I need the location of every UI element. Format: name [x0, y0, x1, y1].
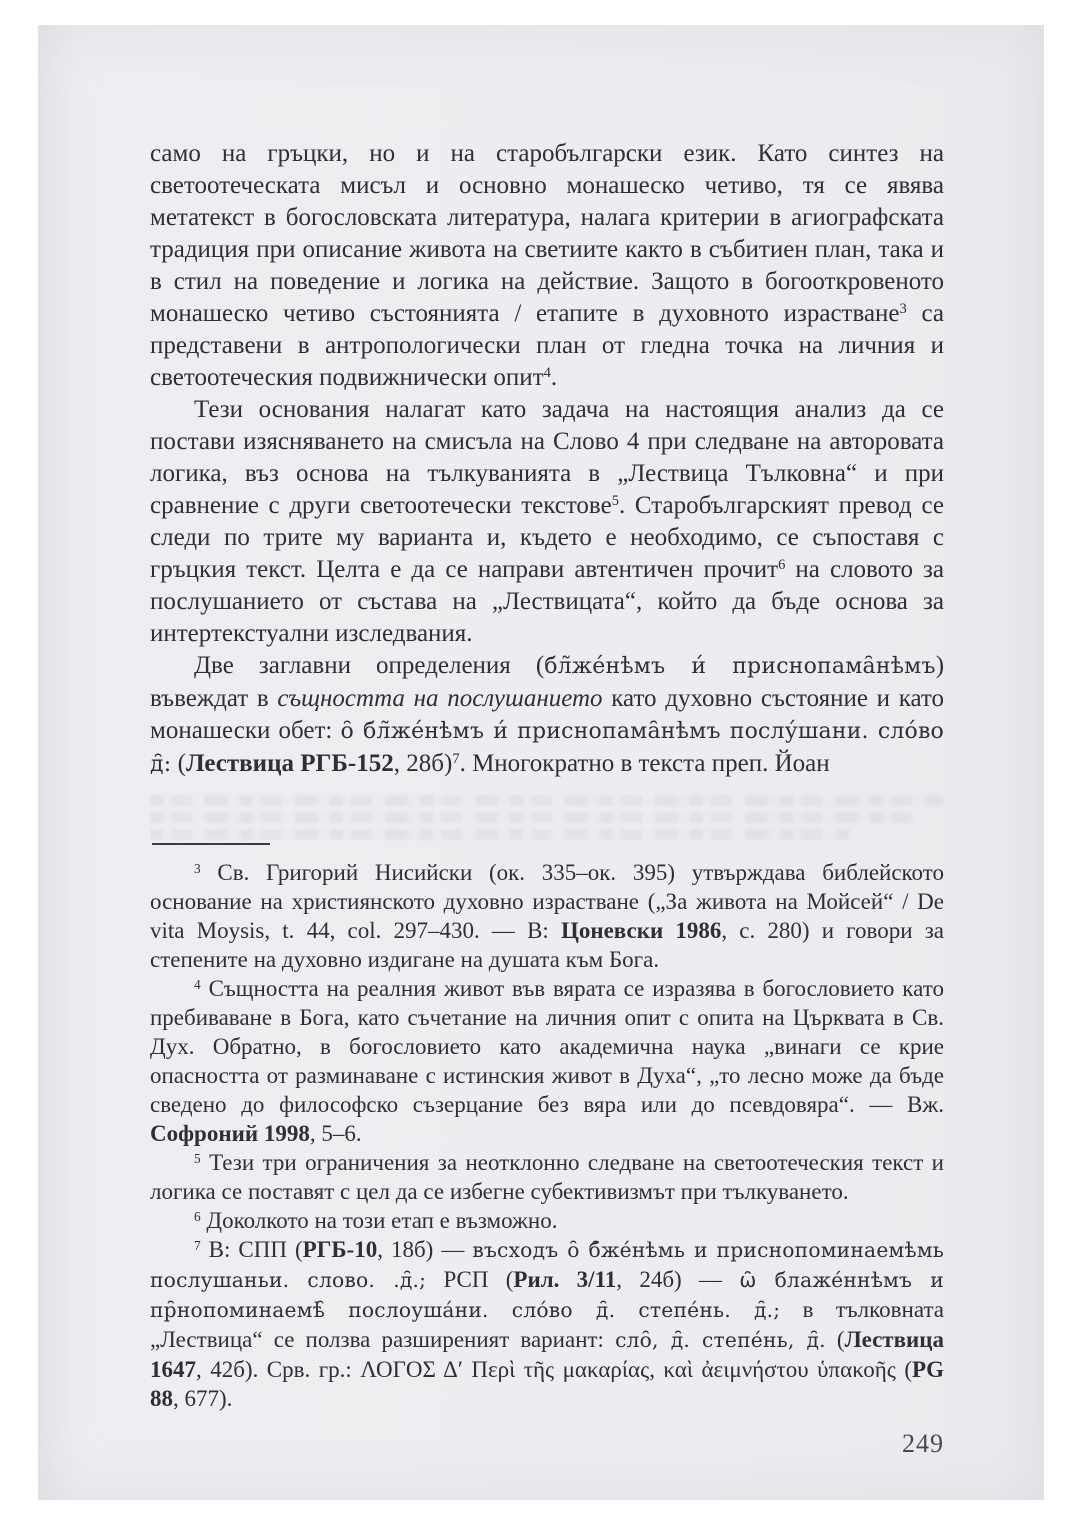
- citation-reference: Софроний 1998: [150, 1121, 310, 1146]
- footnote-text: Тези три ограничения за неотклонно следване на светоотеческия текст и логика се поставят с цел да се избегне субективизмът при тълкуването.: [150, 1150, 944, 1204]
- footnote-marker: 7: [194, 1237, 201, 1253]
- footnote-6: [150, 1206, 944, 1235]
- page-number: 249: [902, 1429, 944, 1458]
- footnote-marker: 5: [194, 1150, 201, 1166]
- paragraph-text: са представени в антропологически план от гледна точка на личния и светоотеческия подвижнически опит: [150, 300, 944, 391]
- footnote-text: , 24б) —: [616, 1267, 740, 1292]
- church-slavonic-phrase: бл̃же́нѣмъ и́ приснопама̑нѣмъ: [544, 654, 936, 679]
- citation-reference: Рил. 3/11: [513, 1267, 617, 1292]
- citation-reference: PG 88: [150, 1357, 944, 1411]
- paragraph-text: на словото за послушанието от състава на „Лествицата“, който да бъде основа за интертекстуални изследвания.: [150, 556, 945, 647]
- footnote-marker: 4: [194, 976, 201, 992]
- source-reference: Лествица РГБ-152: [185, 750, 394, 777]
- citation-reference: Цоневски 1986: [560, 918, 722, 943]
- ghost-line: [150, 812, 912, 823]
- footnote-text: , с. 280) и говори за степените на духовно издигане на душата към Бога.: [150, 918, 944, 972]
- paragraph-text: като духовно състояние и като монашески обет:: [150, 685, 945, 744]
- citation-reference: РГБ-10: [302, 1237, 378, 1262]
- body-paragraph-2: [150, 394, 944, 650]
- ghost-line: [150, 829, 849, 840]
- footnote-text: в тълковната „Лествица“ се ползва разширеният вариант:: [150, 1297, 944, 1352]
- footnote-marker: 6: [194, 1208, 201, 1224]
- footnote-text: В: СПП (: [200, 1237, 303, 1262]
- footnote-text: Доколкото на този етап е възможно.: [200, 1208, 558, 1233]
- footnote-text: Св. Григорий Нисийски (ок. 335–ок. 395) утвърждава библейското основание на християнското духовно израстване („За живота на Мойсей“ / De vita Moysis, t. 44, col. 297–430. — В:: [150, 860, 944, 943]
- text-block: [150, 138, 944, 1459]
- footnote-ref-4: 4: [543, 365, 551, 382]
- paragraph-text: . Многократно в текста преп. Йоан: [459, 750, 830, 777]
- body-paragraph-3: [150, 650, 944, 781]
- footnote-text: Същността на реалния живот във вярата се изразява в богословието като пребиваване в Бога, като съчетание на личния опит с опита на Църквата в Св. Дух. Обратно, в богословието като академична наука „винаги се крие опасността от разминаване с истинския живот в Духа“, „то лесно може да бъде сведено до философско съзерцание без вяра или до псевдовяра“. — Вж.: [150, 976, 944, 1117]
- footnote-text: , 677).: [173, 1386, 233, 1411]
- footnote-7: [150, 1235, 944, 1413]
- paragraph-text: , 28б): [393, 750, 453, 777]
- emphasized-phrase: същността на послушанието: [277, 685, 603, 712]
- footnote-ref-5: 5: [611, 493, 619, 510]
- body-paragraph-1: [150, 138, 944, 394]
- footnote-text: , 5–6.: [309, 1121, 362, 1146]
- footnote-ref-3: 3: [899, 301, 907, 318]
- church-slavonic-quote: ѡ̑ блаже́ннѣмъ и пр̑нопоминаемѣ̑ послоуша́ни. сло́во д̑. степе́нь. д̑.;: [150, 1268, 944, 1322]
- footnote-text: , 42б). Срв. гр.: ΛΟΓΟΣ Δ′ Περὶ τῆς μακαρίας, καὶ ἀειμνήστου ὑπακοῆς (: [196, 1357, 913, 1382]
- paragraph-text: Тези основания налагат като задача на настоящия анализ да се постави изясняването на смисъла на Слово 4 при следване на авторовата логика, въз основа на тълкуванията в „Лествица Тълковна“ и при сравнение с други светоотечески текстове: [150, 396, 944, 519]
- footnote-ref-7: 7: [452, 751, 460, 768]
- footnote-text: РСП (: [426, 1267, 514, 1292]
- footnote-text: (: [825, 1327, 845, 1352]
- paragraph-text: .: [550, 364, 558, 391]
- footnote-text: , 18б) —: [377, 1237, 473, 1262]
- ghost-line: [150, 795, 944, 806]
- footnote-ref-6: 6: [778, 557, 786, 574]
- paragraph-text: (: [171, 750, 186, 777]
- book-page-scan: [38, 25, 1044, 1500]
- footnote-separator: [152, 843, 270, 845]
- paragraph-text: Две заглавни определения (: [194, 652, 545, 679]
- church-slavonic-title: о̑ бл̃же́нѣмъ и́ приснопама̑нѣмъ послу́шани. сло́во д̑:: [150, 719, 945, 777]
- paragraph-text: . Старобългарският превод се следи по трите му варианта и, където е необходимо, се съпоставя с гръцкия текст. Целта е да се направи автентичен прочит: [150, 492, 944, 583]
- paragraph-text: само на гръцки, но и на старобългарски език. Като синтез на светоотеческата мисъл и основно монашеско четиво, тя се явява метатекст в богословската литература, налага критерии в агиографската традиция при описание живота на светиите както в събитиен план, така и в стил на поведение и логика на действие. Защото в богооткровеното монашеско четиво състоянията / етапите в духовното израстване: [150, 140, 944, 327]
- footnote-5: [150, 1148, 944, 1206]
- footnote-4: [150, 974, 944, 1148]
- footnote-marker: 3: [194, 860, 201, 876]
- paragraph-text: ) въвеждат в: [150, 652, 945, 712]
- church-slavonic-quote: сло̑, д̑. степе́нь, д̑.: [615, 1328, 826, 1352]
- bleed-through-ghost-text: [150, 781, 944, 841]
- church-slavonic-quote: въсходъ о̑ б̑же́нѣмь и приснопоминаемѣмь послушаньи. слово. .д̑.;: [150, 1238, 944, 1292]
- footnote-3: [150, 858, 944, 974]
- citation-reference: Лествица 1647: [150, 1327, 944, 1382]
